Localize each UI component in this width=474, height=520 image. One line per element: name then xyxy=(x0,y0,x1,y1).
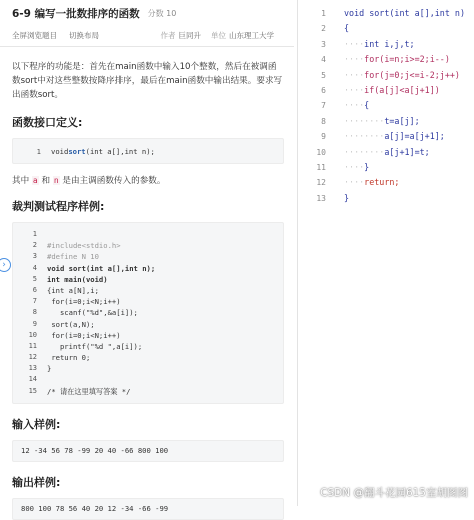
editor-code-text: } xyxy=(344,192,350,203)
code-line xyxy=(17,330,283,341)
editor-code-text: int i,j,t; xyxy=(364,38,415,49)
line-number: 8 xyxy=(32,308,37,317)
note-text: 其中 xyxy=(12,176,32,186)
param-n: n xyxy=(53,176,59,185)
code-text: for(i=0;i<N;i++) xyxy=(47,330,121,340)
indent-guide: ···· xyxy=(344,38,365,49)
editor-line-number: 7 xyxy=(321,101,326,111)
line-number: 5 xyxy=(32,274,37,283)
indent-guide: ···· xyxy=(344,177,365,188)
code-line xyxy=(17,274,283,285)
fullscreen-link[interactable]: 全屏浏览题目 xyxy=(12,30,57,40)
output-sample-code: 800 100 78 56 40 20 12 -34 -66 -99 xyxy=(12,498,284,520)
code-function-name: sort xyxy=(68,146,86,156)
editor-code-text: } xyxy=(364,161,370,172)
code-line xyxy=(17,386,283,397)
code-line xyxy=(17,352,283,363)
code-line xyxy=(17,363,283,374)
editor-line-number: 4 xyxy=(321,55,326,65)
editor-line-number: 8 xyxy=(321,116,326,126)
editor-line[interactable] xyxy=(298,145,474,160)
line-number: 1 xyxy=(32,230,37,238)
editor-line[interactable] xyxy=(298,37,474,52)
line-number: 7 xyxy=(32,297,37,306)
editor-code-text: if(a[j]<a[j+1]) xyxy=(364,84,440,95)
note-text: 是由主调函数传入的参数。 xyxy=(59,176,166,186)
code-text: sort(a,N); xyxy=(47,319,95,329)
header-divider xyxy=(0,46,294,47)
indent-guide: ···· xyxy=(344,100,365,111)
problem-title: 6-9 编写一批数排序的函数 xyxy=(12,7,140,20)
indent-guide: ···· xyxy=(344,54,365,65)
code-text: scanf("%d",&a[i]); xyxy=(47,308,138,318)
editor-line[interactable] xyxy=(298,52,474,67)
code-text: int main(void) xyxy=(47,274,108,284)
code-line xyxy=(17,374,283,385)
editor-line[interactable] xyxy=(298,6,474,21)
problem-description: 以下程序的功能是：首先在main函数中输入10个整数，然后在被调函数sort中对这些整数按降序排序，最后在main函数中输出结果。要求写出函数sort。 xyxy=(12,62,283,100)
editor-line[interactable] xyxy=(298,160,474,175)
code-text: void sort(int a[],int n); xyxy=(47,263,156,273)
editor-code-text: for(i=n;i>=2;i--) xyxy=(364,54,450,65)
code-line xyxy=(17,229,283,240)
editor-code-text: a[j]=a[j+1]; xyxy=(384,131,445,142)
code-line xyxy=(17,251,283,262)
param-note xyxy=(12,174,284,186)
line-number: 12 xyxy=(28,353,37,362)
code-editor[interactable] xyxy=(298,0,474,506)
chevron-right-icon[interactable]: › xyxy=(0,258,11,272)
line-number: 10 xyxy=(28,330,37,339)
switch-layout-link[interactable]: 切换布局 xyxy=(69,30,99,40)
editor-line[interactable] xyxy=(298,175,474,190)
indent-guide: ···· xyxy=(344,69,365,80)
editor-line[interactable] xyxy=(298,68,474,83)
output-sample-heading: 输出样例: xyxy=(12,475,61,489)
editor-line[interactable] xyxy=(298,98,474,113)
line-number: 14 xyxy=(28,375,37,384)
code-text: for(i=0;i<N;i++) xyxy=(47,297,121,307)
editor-code-text: a[j+1]=t; xyxy=(384,146,430,157)
input-sample-heading: 输入样例: xyxy=(12,417,61,431)
editor-line-number: 5 xyxy=(321,70,326,80)
line-number: 2 xyxy=(32,241,37,250)
editor-code-text: { xyxy=(364,100,370,111)
editor-code-text: void sort(int a[],int n) xyxy=(344,8,466,18)
code-line xyxy=(17,319,283,330)
problem-meta xyxy=(12,24,284,46)
editor-line-number: 12 xyxy=(316,178,326,188)
editor-line-number: 6 xyxy=(321,85,326,95)
editor-line-number: 9 xyxy=(321,132,326,142)
editor-line[interactable] xyxy=(298,191,474,206)
editor-code-text: for(j=0;j<=i-2;j++) xyxy=(364,69,460,80)
editor-line[interactable] xyxy=(298,129,474,144)
code-line xyxy=(17,240,283,251)
indent-guide: ···· xyxy=(344,161,365,172)
code-text: /* 请在这里填写答案 */ xyxy=(47,386,131,396)
code-text: } xyxy=(47,364,52,374)
code-text: return 0; xyxy=(47,353,91,363)
org-key: 单位 xyxy=(211,30,226,40)
problem-header xyxy=(12,2,284,24)
editor-line[interactable] xyxy=(298,21,474,36)
line-number: 1 xyxy=(36,146,41,156)
code-keyword: void xyxy=(51,146,69,156)
author-value: 巨同升 xyxy=(178,30,201,40)
indent-guide: ········ xyxy=(344,115,385,126)
code-line xyxy=(17,341,283,352)
code-text: {int a[N],i; xyxy=(47,285,99,295)
code-params: (int a[],int n); xyxy=(85,146,155,156)
editor-line-number: 1 xyxy=(321,9,326,18)
interface-heading: 函数接口定义: xyxy=(12,116,83,129)
code-line xyxy=(17,296,283,307)
line-number: 15 xyxy=(28,386,37,395)
editor-line-number: 11 xyxy=(316,162,326,172)
editor-line-number: 10 xyxy=(316,147,326,157)
indent-guide: ···· xyxy=(344,84,365,95)
test-program-code xyxy=(12,222,284,404)
line-number: 3 xyxy=(32,252,37,261)
editor-line-number: 13 xyxy=(316,193,326,203)
code-text: #include<stdio.h> xyxy=(47,241,121,251)
editor-code-text: { xyxy=(344,23,350,34)
indent-guide: ········ xyxy=(344,146,385,157)
note-text: 和 xyxy=(38,176,53,186)
line-number: 6 xyxy=(32,285,37,294)
indent-guide: ········ xyxy=(344,131,385,142)
code-line xyxy=(17,285,283,296)
editor-line-number: 3 xyxy=(321,39,326,49)
code-text: printf("%d ",a[i]); xyxy=(47,341,143,351)
test-program-heading: 裁判测试程序样例: xyxy=(12,200,105,213)
editor-line-number: 2 xyxy=(321,24,326,34)
line-number: 13 xyxy=(28,364,37,373)
editor-code-text: t=a[j]; xyxy=(384,115,420,126)
editor-line[interactable] xyxy=(298,83,474,98)
code-line xyxy=(17,263,283,274)
line-number: 4 xyxy=(32,263,37,272)
interface-code xyxy=(12,138,284,164)
editor-code-text: return; xyxy=(364,177,400,188)
code-text: #define N 10 xyxy=(47,252,99,262)
input-sample-code: 12 -34 56 78 -99 20 40 -66 800 100 xyxy=(12,440,284,462)
code-line xyxy=(17,307,283,318)
line-number: 9 xyxy=(32,319,37,328)
editor-line[interactable] xyxy=(298,114,474,129)
line-number: 11 xyxy=(28,341,37,350)
param-a: a xyxy=(32,176,38,185)
score-label: 分数 10 xyxy=(147,8,177,18)
org-value: 山东理工大学 xyxy=(229,30,274,40)
watermark: CSDN @翻斗花园615室胡图图 xyxy=(320,487,468,499)
author-key: 作者 xyxy=(160,30,176,40)
